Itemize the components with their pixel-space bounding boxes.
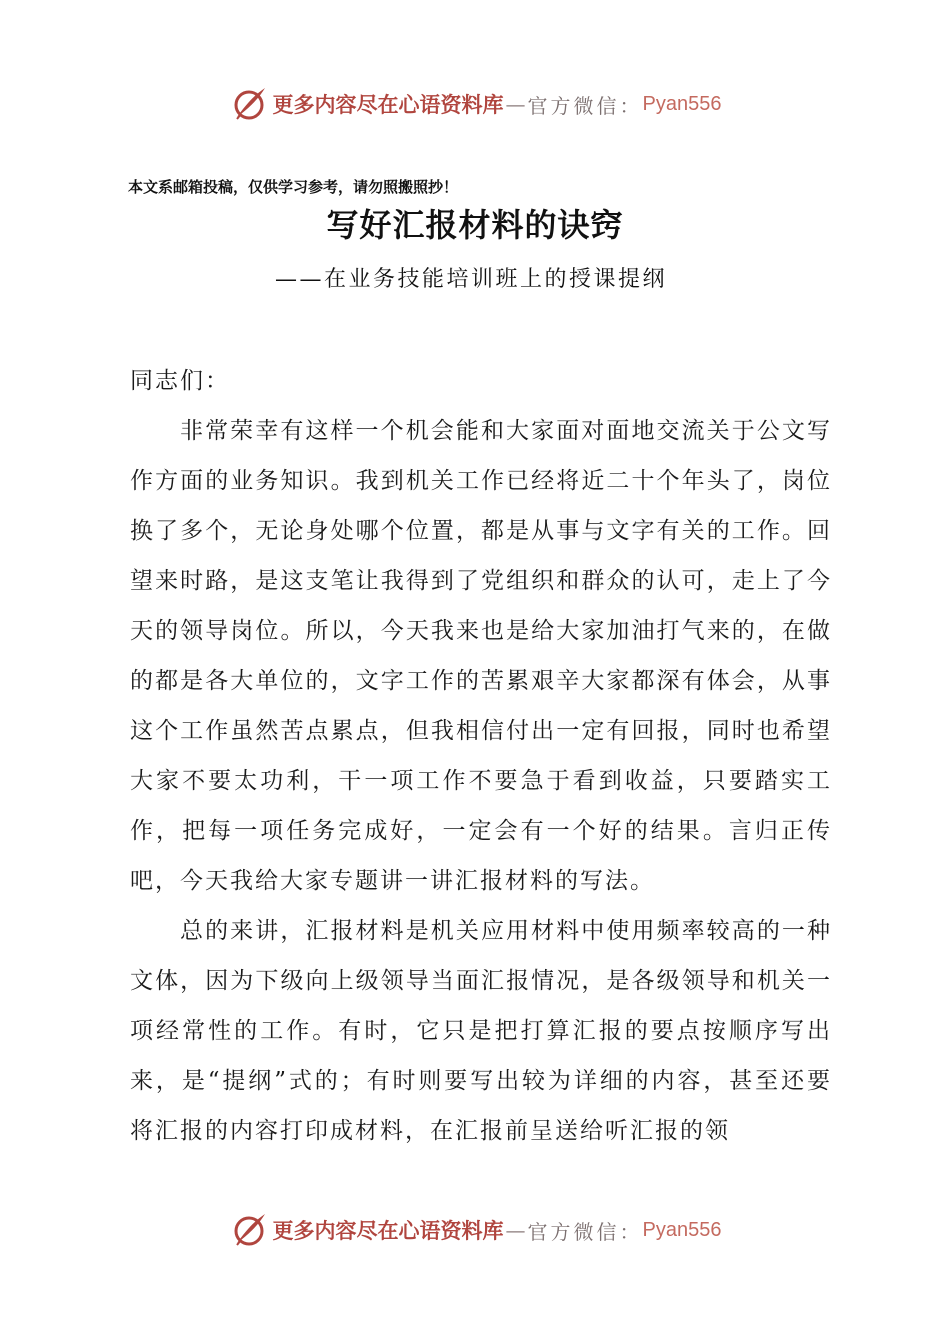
footer-watermark-banner	[0, 1208, 950, 1252]
banner-wechat-label: 官方微信：	[527, 1219, 643, 1244]
banner-main-text: 更多内容尽在心语资料库	[272, 92, 504, 117]
banner-dash: —	[505, 1218, 526, 1242]
document-title: 写好汇报材料的诀窍	[326, 206, 624, 244]
banner-wechat-id: Pyan556	[642, 1218, 722, 1241]
paragraph: 非常荣幸有这样一个机会能和大家面对面地交流关于公文写作方面的业务知识。我到机关工作已经将近二十个年头了，岗位换了多个，无论身处哪个位置，都是从事与文字有关的工作。回望来时路，是这支笔让我得到了党组织和群众的认可，走上了今天的领导岗位。所以，今天我来也是给大家加油打气来的，在做的都是各大单位的，文字工作的苦累艰辛大家都深有体会，从事这个工作虽然苦点累点，但我相信付出一定有回报，同时也希望大家不要太功利，干一项工作不要急于看到收益，只要踏实工作，把每一项任务完成好，一定会有一个好的结果。言归正传吧，今天我给大家专题讲一讲汇报材料的写法。	[130, 418, 832, 894]
banner-wechat-id: Pyan556	[642, 92, 722, 115]
quill-logo-icon	[229, 84, 269, 124]
document-body	[130, 356, 832, 1156]
document-subtitle: ——在业务技能培训班上的授课提纲	[275, 267, 668, 292]
banner-dash: —	[505, 92, 526, 116]
salutation: 同志们：	[130, 368, 230, 394]
banner-main-text: 更多内容尽在心语资料库	[272, 1218, 504, 1243]
banner-wechat-label: 官方微信：	[527, 93, 643, 118]
paragraph: 总的来讲，汇报材料是机关应用材料中使用频率较高的一种文体，因为下级向上级领导当面汇报情况，是各级领导和机关一项经常性的工作。有时，它只是把打算汇报的要点按顺序写出来，是“提纲”式的；有时则要写出较为详细的内容，甚至还要将汇报的内容打印成材料，在汇报前呈送给听汇报的领	[130, 918, 832, 1144]
disclaimer-note: 本文系邮箱投稿，仅供学习参考，请勿照搬照抄！	[128, 178, 459, 196]
header-watermark-banner	[0, 82, 950, 126]
quill-logo-icon	[229, 1210, 269, 1250]
